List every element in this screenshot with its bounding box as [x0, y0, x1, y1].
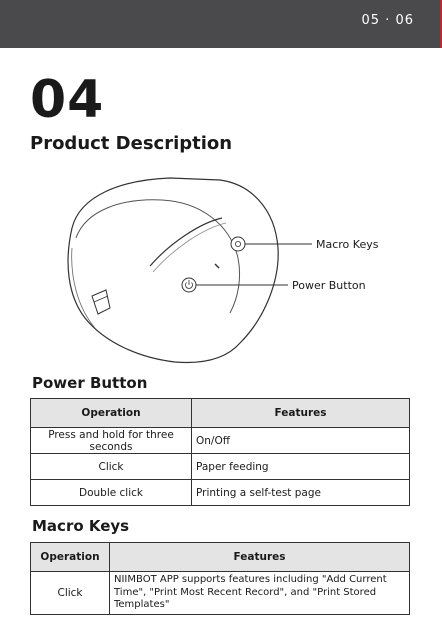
- page-header-bar: [0, 0, 442, 48]
- macro-keys-table: [30, 542, 410, 615]
- chapter-number: 04: [30, 70, 105, 130]
- column-header-operation: Operation: [31, 543, 110, 572]
- macro-keys-section-title: Macro Keys: [32, 517, 130, 535]
- operation-cell: Click: [31, 454, 192, 480]
- table-row: [31, 572, 410, 615]
- operation-cell: Double click: [31, 480, 192, 506]
- page-numbers: 05 · 06: [361, 13, 414, 28]
- features-cell: On/Off: [192, 428, 410, 454]
- column-header-features: Features: [110, 543, 410, 572]
- column-header-operation: Operation: [31, 399, 192, 428]
- table-header-row: [31, 399, 410, 428]
- power-icon: [182, 278, 196, 292]
- printer-illustration: [50, 168, 390, 368]
- features-cell: Printing a self-test page: [192, 480, 410, 506]
- macro-keys-callout: Macro Keys: [316, 238, 379, 251]
- page-title: Product Description: [30, 133, 233, 154]
- table-row: [31, 428, 410, 454]
- power-button-callout: Power Button: [292, 279, 366, 292]
- power-button-section-title: Power Button: [32, 374, 148, 392]
- column-header-features: Features: [192, 399, 410, 428]
- macro-key-icon: [231, 237, 245, 251]
- operation-cell: Click: [31, 572, 110, 615]
- table-header-row: [31, 543, 410, 572]
- table-row: [31, 454, 410, 480]
- power-button-table: [30, 398, 410, 506]
- operation-cell: Press and hold for three seconds: [31, 428, 192, 454]
- features-cell: Paper feeding: [192, 454, 410, 480]
- features-cell: NIIMBOT APP supports features including "Add Current Time", "Print Most Recent Record", and "Print Stored Templates": [110, 572, 410, 615]
- table-row: [31, 480, 410, 506]
